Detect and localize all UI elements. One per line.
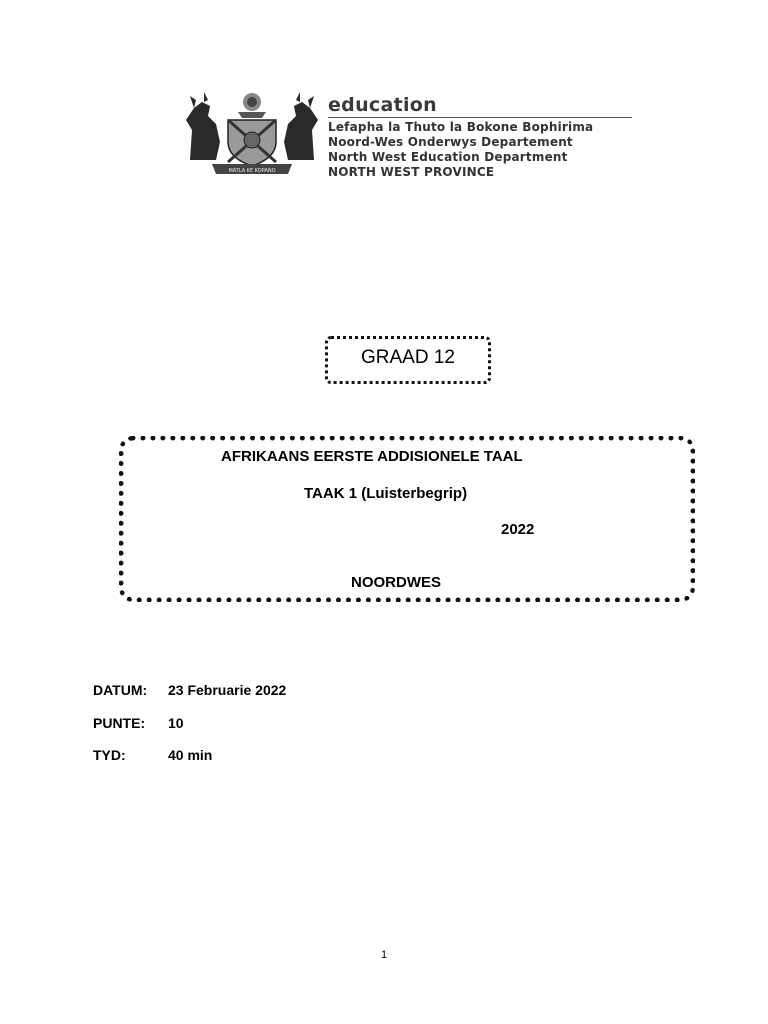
info-value: 40 min: [168, 747, 213, 763]
logo-divider: [328, 117, 632, 118]
info-row-time: [93, 747, 212, 763]
crest-motto: MATLA KE KOPANO: [228, 168, 276, 174]
logo-line-1: Lefapha la Thuto la Bokone Bophirima: [328, 120, 594, 134]
task-label: TAAK 1 (Luisterbegrip): [304, 485, 468, 502]
grade-label: GRAAD 12: [361, 347, 455, 368]
year-label: 2022: [501, 521, 535, 538]
info-label: TYD:: [93, 747, 126, 763]
logo-line-3: North West Education Department: [328, 150, 568, 164]
grade-box: [325, 336, 491, 384]
info-label: PUNTE:: [93, 715, 146, 731]
coat-of-arms-icon: [182, 90, 322, 176]
logo-line-4: NORTH WEST PROVINCE: [328, 165, 495, 179]
info-row-marks: [93, 715, 184, 731]
logo-title: education: [328, 94, 437, 116]
department-logo: [182, 90, 638, 180]
subject-title: AFRIKAANS EERSTE ADDISIONELE TAAL: [221, 448, 523, 465]
info-label: DATUM:: [93, 682, 148, 698]
page-number: 1: [380, 949, 388, 961]
subject-box: [119, 436, 695, 602]
info-value: 10: [168, 715, 184, 731]
info-row-date: [93, 682, 286, 698]
info-value: 23 Februarie 2022: [168, 682, 287, 698]
province-label: NOORDWES: [351, 574, 441, 591]
logo-line-2: Noord-Wes Onderwys Departement: [328, 135, 573, 149]
logo-text-block: [328, 94, 638, 180]
